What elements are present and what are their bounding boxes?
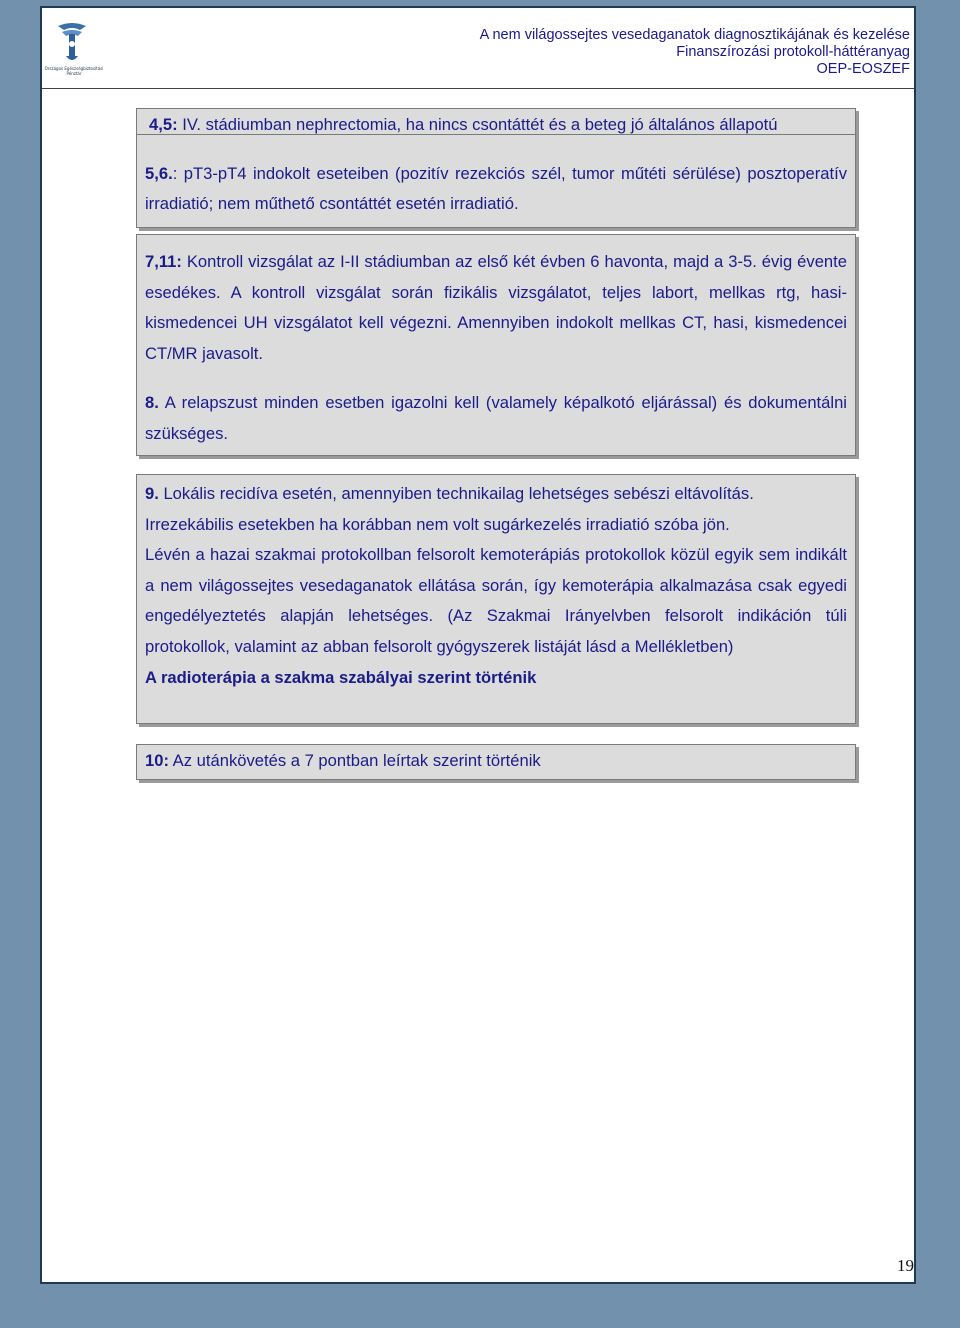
header-line-1: A nem világossejtes vesedaganatok diagnosztikájának és kezelése [479,27,910,43]
box-10 [136,744,856,780]
box4-text-1: Lokális recidíva esetén, amennyiben technikailag lehetséges sebészi eltávolítás. [158,484,754,503]
header-divider [42,88,914,89]
box-7-11-8 [136,234,856,456]
box1-label: 4,5: [149,115,178,134]
box4-label: 9. [145,484,159,503]
box3-label-2: 8. [145,393,159,413]
header-line-2: Finanszírozási protokoll-háttéranyag [676,44,910,60]
header-title-block [480,27,910,78]
box4-bold-line: A radioterápia a szakma szabályai szerint történik [145,667,537,687]
logo-text: Országos Egészségbiztosítási Pénztár [44,66,104,76]
box5-text: Az utánkövetés a 7 pontban leírtak szerint történik [168,751,541,770]
oep-logo [44,18,104,78]
box4-text-2: Irrezekábilis esetekben ha korábban nem volt sugárkezelés irradiatió szóba jön. [145,514,730,534]
header-line-3: OEP-EOSZEF [816,61,910,77]
logo-emblem-icon [44,18,100,66]
box2-label: 5,6. [145,164,173,183]
box-9 [136,474,856,724]
page-number: 19 [897,1256,914,1275]
box5-label: 10: [145,751,169,770]
box3-text-1: Kontroll vizsgálat az I-II stádiumban az első két évben 6 havonta, majd a 3-5. évig évente esedékes. A kontroll vizsgálat során fizikális vizsgálatot, teljes labort, mellkas rtg, hasi-kismedencei UH vizsgálatot kell végezni. Amennyiben indokolt mellkas CT, hasi, kismedencei CT/MR javasolt. [145,252,847,363]
box4-text-3: Lévén a hazai szakmai protokollban felsorolt kemoterápiás protokollok közül egyik sem indikált a nem világossejtes vesedaganatok ellátása során, így kemoterápia alkalmazása csak egyedi engedélyeztetés alapján lehetséges. (Az Szakmai Irányelvben felsorolt indikáción túli protokollok, valamint az abban felsorolt gyógyszerek listáját lásd a Mellékletben) [145,545,847,656]
box3-text-2: A relapszust minden esetben igazolni kell (valamely képalkotó eljárással) és dokumentálni szükséges. [145,393,847,443]
box-5-6 [136,134,856,228]
box3-label-1: 7,11: [145,252,182,271]
page-header [42,8,914,88]
box2-text: : pT3-pT4 indokolt eseteiben (pozitív rezekciós szél, tumor műtéti sérülése) posztoperatív irradiatió; nem műthető csontáttét esetén irradiatió. [145,164,847,213]
box1-text: IV. stádiumban nephrectomia, ha nincs csontáttét és a beteg jó általános állapotú [177,115,778,134]
document-page [40,6,916,1284]
